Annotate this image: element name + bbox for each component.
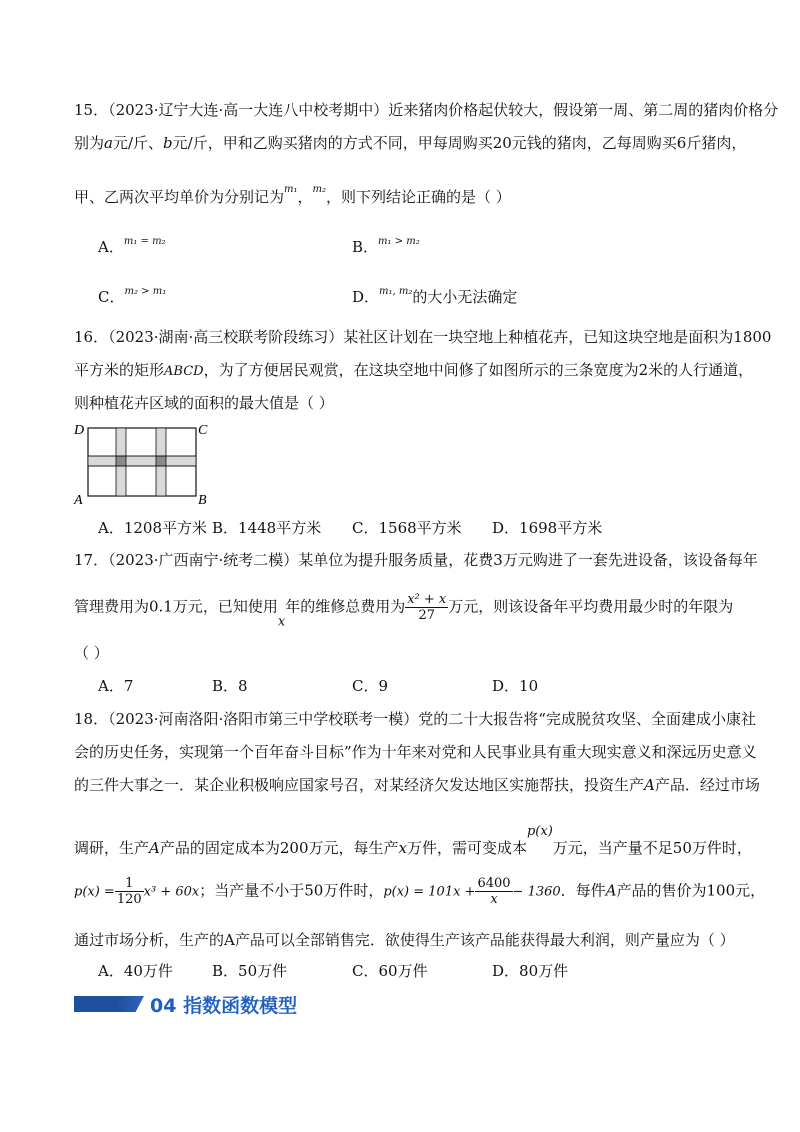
q17-option-c[interactable]: C．9 [352, 677, 389, 695]
q17-fraction: $\frac{\text{x² + x}}{27}$ [407, 592, 447, 623]
q16-option-a[interactable]: A．1208平方米 [98, 519, 208, 537]
q16-figure [72, 418, 212, 508]
section-title: 04 指数函数模型 [150, 994, 298, 1017]
q15-line2: 别为a元/斤、b元/斤，甲和乙购买猪肉的方式不同，甲每周购买20元钱的猪肉，乙每周购买6斤猪肉， [74, 134, 747, 152]
q15-option-b[interactable]: B．$^{m_1 > m_2}$ [352, 236, 420, 256]
q18-line3: 的三件大事之一．某企业积极响应国家号召，对某经济欠发达地区实施帮扶，投资生产A产品．经过市场 [74, 776, 760, 794]
q17-option-b[interactable]: B．8 [212, 677, 248, 695]
q16-option-d[interactable]: D．1698平方米 [492, 519, 603, 537]
q16-line1: 16．（2023·湖南·高三校联考阶段练习）某社区计划在一块空地上种植花卉，已知这块空地是面积为1800 [74, 328, 772, 346]
vertex-d: D [74, 423, 85, 438]
section-banner-icon [74, 996, 144, 1012]
q16-option-c[interactable]: C．1568平方米 [352, 519, 462, 537]
q16-line2: 平方米的矩形ABCD，为了方便居民观赏，在这块空地中间修了如图所示的三条宽度为2米的人行通道， [74, 361, 754, 379]
q18-option-a[interactable]: A．40万件 [98, 962, 173, 980]
vertex-b: B [198, 493, 207, 508]
vertex-a: A [74, 493, 83, 508]
q18-option-b[interactable]: B．50万件 [212, 962, 288, 980]
q16-option-b[interactable]: B．1448平方米 [212, 519, 322, 537]
q17-line1: 17．（2023·广西南宁·统考二模）某单位为提升服务质量，花费3万元购进了一套先进设备，该设备每年 [74, 551, 758, 569]
q18-line1: 18．（2023·河南洛阳·洛阳市第三中学校联考一模）党的二十大报告将“完成脱贫攻坚、全面建成小康社 [74, 710, 756, 728]
q17-option-a[interactable]: A．7 [98, 677, 134, 695]
q18-option-c[interactable]: C．60万件 [352, 962, 428, 980]
q15-option-a[interactable]: A．$^{m_1 = m_2}$ [98, 236, 166, 256]
q15-line1: 15．（2023·辽宁大连·高一大连八中校考期中）近来猪肉价格起伏较大，假设第一周、第二周的猪肉价格分 [74, 101, 779, 119]
q17-line3: （ ） [74, 644, 109, 662]
vertex-c: C [198, 423, 208, 438]
q18-line5: p(x) = $\frac{1}{120}$ x³ + 60x；当产量不小于50万件时，p(x) = 101x + $\frac{6400}{x}$ − 1360．每件A产品的售价为100元， [74, 876, 766, 907]
q18-line2: 会的历史任务，实现第一个百年奋斗目标”作为十年来对党和人民事业具有重大现实意义和深远历史意义 [74, 743, 757, 761]
q17-line2: 管理费用为0.1万元，已知使用x年的维修总费用为 $\frac{\text{x² + x}}{27}$ 万元，则该设备年平均费用最少时的年限为 [74, 592, 734, 630]
q15-line3: 甲、乙两次平均单价为分别记为$^{m_1}$，$^{m_2}$，则下列结论正确的是（ ） [74, 184, 511, 206]
q15-option-c[interactable]: C．$^{m_2 > m_1}$ [98, 286, 167, 306]
q15-option-d[interactable]: D．$^{m_1, m_2}$的大小无法确定 [352, 286, 518, 306]
q16-line3: 则种植花卉区域的面积的最大值是（ ） [74, 394, 334, 412]
q17-option-d[interactable]: D．10 [492, 677, 539, 695]
q18-line6: 通过市场分析，生产的A产品可以全部销售完．欲使得生产该产品能获得最大利润，则产量应为（ ） [74, 931, 735, 949]
q18-option-d[interactable]: D．80万件 [492, 962, 569, 980]
q18-line4: 调研，生产A产品的固定成本为200万元，每生产x万件，需可变成本p(x)万元，当产量不足50万件时， [74, 824, 752, 857]
section-header [74, 990, 297, 1018]
